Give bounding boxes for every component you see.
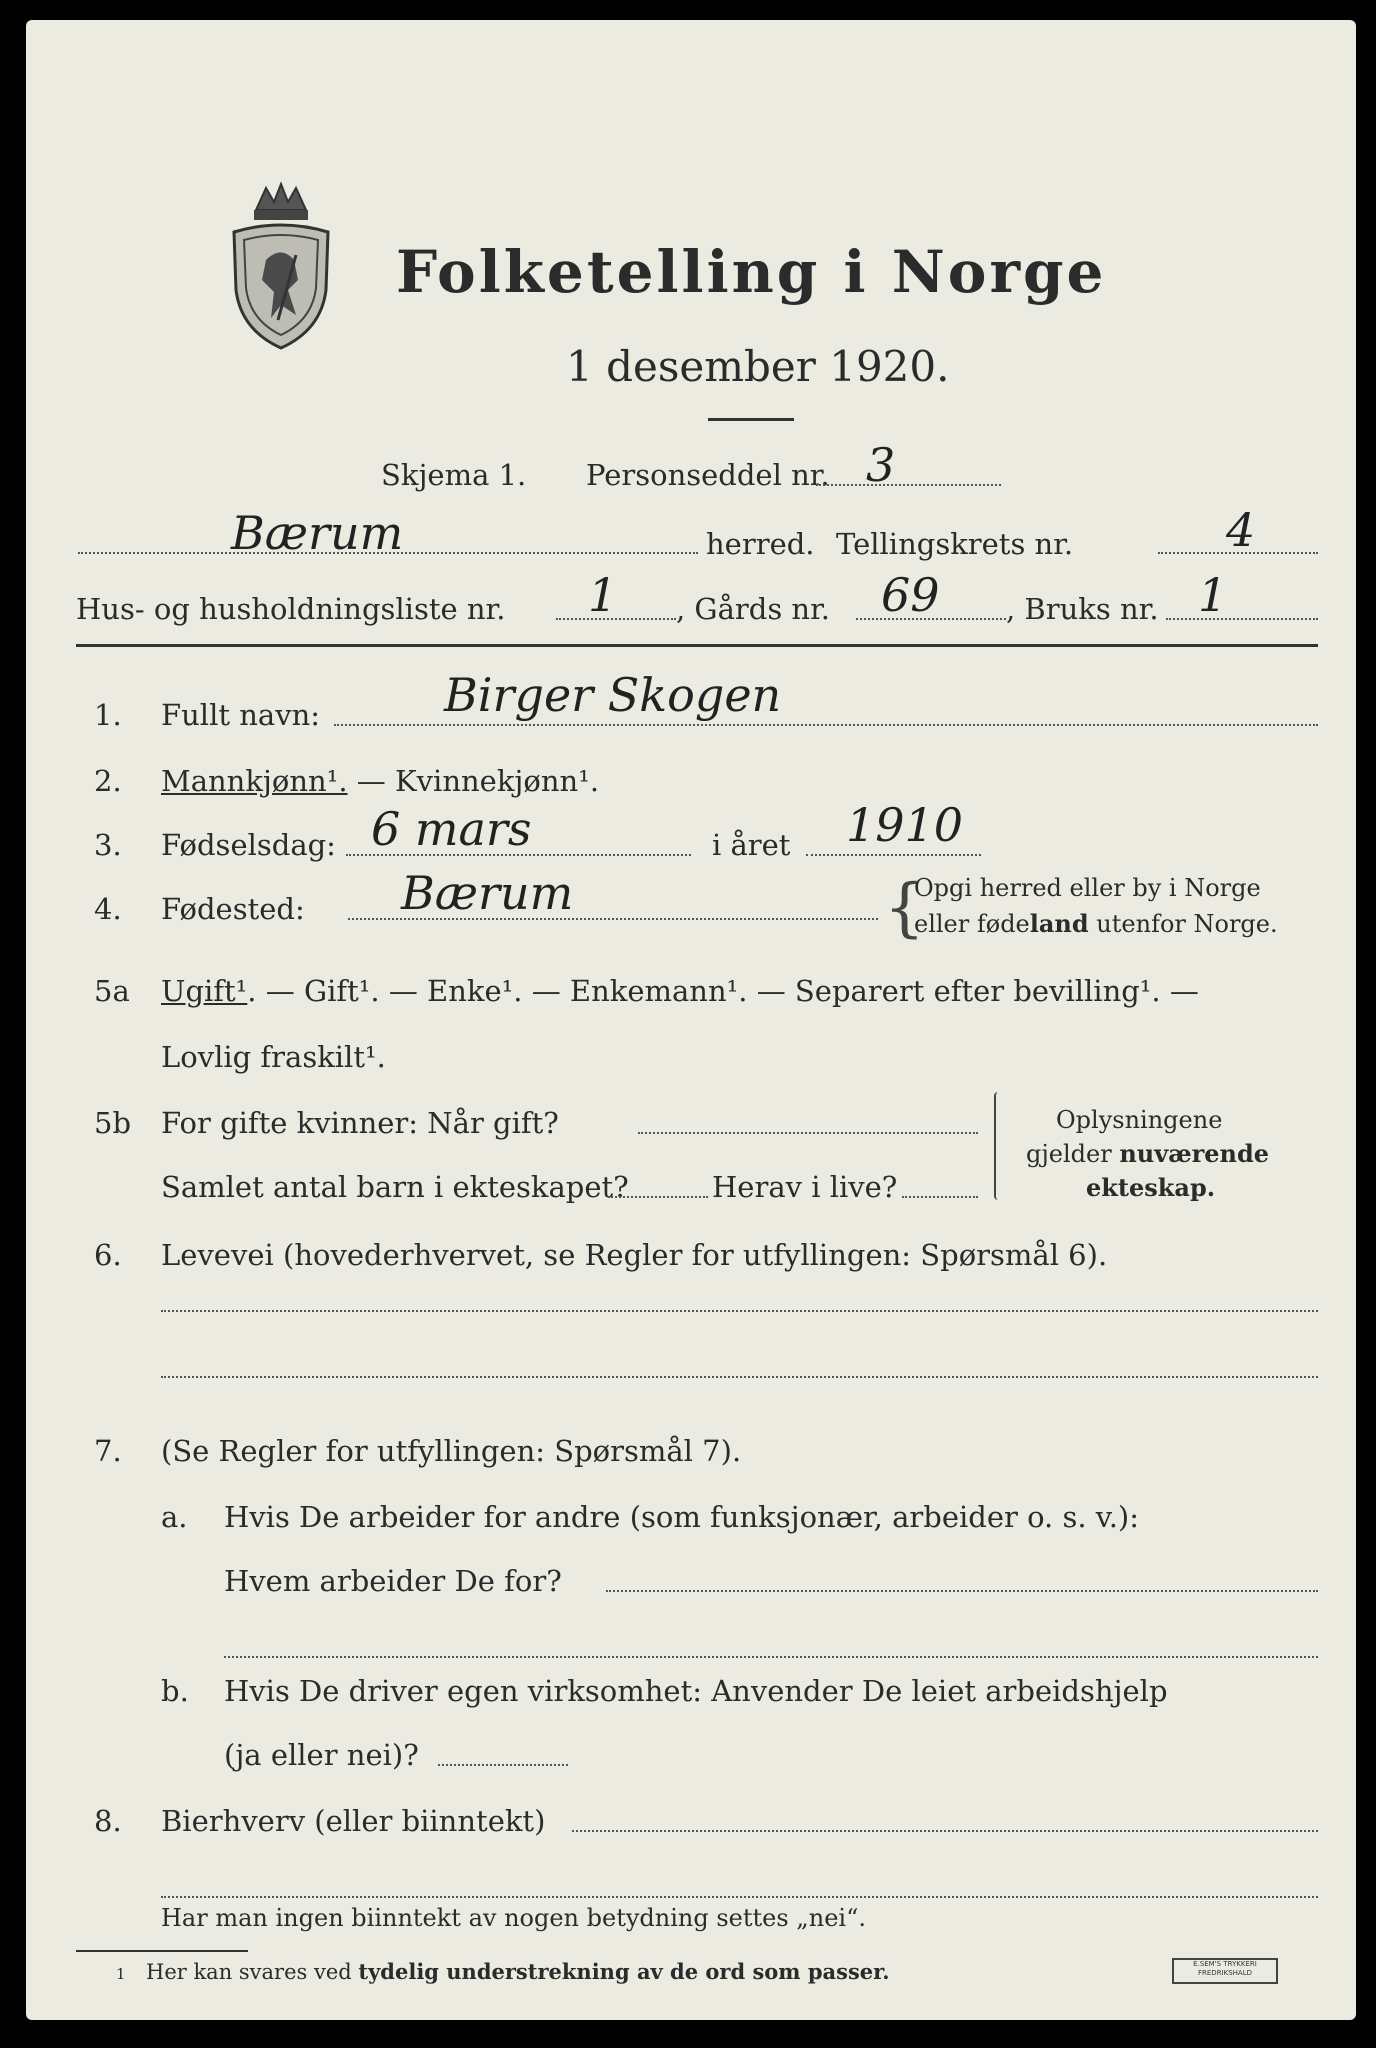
title-divider <box>708 418 794 421</box>
gards-value: 69 <box>881 568 940 622</box>
husliste-label: Hus- og husholdningsliste nr. <box>76 592 506 626</box>
q5b-line2a: Samlet antal barn i ekteskapet? <box>161 1170 629 1204</box>
q1-line <box>334 724 1318 726</box>
q1-number: 1. <box>94 698 122 732</box>
q7b-line <box>438 1764 568 1766</box>
q3-number: 3. <box>94 828 122 862</box>
q2-separator: — <box>347 764 395 798</box>
gards-label: , Gårds nr. <box>676 592 830 626</box>
footnote-number: 1 <box>116 1965 126 1983</box>
q5b-label: For gifte kvinner: Når gift? <box>161 1106 559 1140</box>
herred-label: herred. <box>706 527 815 561</box>
printer-line-2: FREDRIKSHALD <box>1197 1969 1252 1977</box>
q8-number: 8. <box>94 1804 122 1838</box>
q3-year-label: i året <box>712 828 791 862</box>
personseddel-line <box>816 484 1001 486</box>
q7b-number: b. <box>161 1674 189 1708</box>
q5b-line2b: Herav i live? <box>712 1170 898 1204</box>
q7-number: 7. <box>94 1434 122 1468</box>
tellingskrets-label: Tellingskrets nr. <box>836 527 1074 561</box>
q5b-number: 5b <box>94 1106 132 1140</box>
q6-label: Levevei (hovederhvervet, se Regler for utfyllingen: Spørsmål 6). <box>161 1238 1108 1272</box>
q8-line <box>572 1830 1318 1832</box>
q5a-number: 5a <box>94 974 130 1008</box>
q7a-line2: Hvem arbeider De for? <box>224 1564 562 1598</box>
q5b-alive-line <box>902 1196 978 1198</box>
tellingskrets-value: 4 <box>1226 503 1256 557</box>
printer-stamp <box>1172 1958 1278 1984</box>
husliste-value: 1 <box>588 568 618 622</box>
q4-brace: { <box>884 871 925 945</box>
q4-label: Fødested: <box>161 892 305 926</box>
q8-note: Har man ingen biinntekt av nogen betydning settes „nei“. <box>161 1904 866 1932</box>
q2-options <box>161 762 599 800</box>
header-rule <box>76 644 1318 647</box>
q6-line-2 <box>161 1376 1318 1378</box>
printer-line-1: E.SEM'S TRYKKERI <box>1193 1960 1257 1968</box>
skjema-label: Skjema 1. <box>381 458 527 492</box>
personseddel-value: 3 <box>866 438 896 492</box>
herred-value: Bærum <box>231 506 404 560</box>
q2-number: 2. <box>94 764 122 798</box>
form-title: Folketelling i Norge <box>396 238 1107 306</box>
footnote-text <box>146 1958 890 1986</box>
q7b-line2: (ja eller nei)? <box>224 1738 419 1772</box>
q7a-extra-line <box>224 1656 1318 1658</box>
q4-note-2c: utenfor Norge. <box>1088 910 1278 938</box>
q5a-ugift: Ugift¹ <box>161 974 248 1008</box>
footnote-text-a: Her kan svares ved <box>146 1960 359 1984</box>
census-form <box>26 20 1356 2020</box>
footnote-text-b: tydelig understrekning av de ord som passer. <box>358 1959 890 1984</box>
bruks-value: 1 <box>1198 568 1228 622</box>
q6-line-1 <box>161 1310 1318 1312</box>
q1-label: Fullt navn: <box>161 698 321 732</box>
q6-number: 6. <box>94 1238 122 1272</box>
q4-note-2a: eller føde <box>914 910 1030 938</box>
q5b-note-2a: gjelder <box>1026 1140 1120 1168</box>
q3-label: Fødselsdag: <box>161 828 336 862</box>
q7b-label: Hvis De driver egen virksomhet: Anvender De leiet arbeidshjelp <box>224 1674 1168 1708</box>
q5b-children-line <box>608 1196 708 1198</box>
q4-note-1: Opgi herred eller by i Norge <box>914 874 1261 902</box>
q5a-rest: . — Gift¹. — Enke¹. — Enkemann¹. — Separert efter bevilling¹. — <box>247 974 1199 1008</box>
q4-note-2 <box>914 908 1278 940</box>
q5b-note-2 <box>1026 1138 1269 1170</box>
q5a-line2: Lovlig fraskilt¹. <box>161 1040 386 1074</box>
q4-note-2b: land <box>1029 909 1089 938</box>
q7a-line <box>606 1590 1318 1592</box>
q3-year-line <box>806 854 981 856</box>
personseddel-label: Personseddel nr. <box>586 458 830 492</box>
census-date: 1 desember 1920. <box>566 342 950 391</box>
footnote-rule <box>76 1950 248 1952</box>
q4-number: 4. <box>94 892 122 926</box>
q5a-options <box>161 972 1199 1010</box>
q2-male: Mannkjønn¹. <box>161 764 348 798</box>
q5b-bracket <box>994 1092 1002 1200</box>
q1-value: Birger Skogen <box>444 668 782 722</box>
q3-year-value: 1910 <box>846 798 964 852</box>
q8-label: Bierhverv (eller biinntekt) <box>161 1804 546 1838</box>
q8-extra-line <box>161 1896 1318 1898</box>
coat-of-arms-icon <box>226 180 336 350</box>
q5b-note-2b: nuværende <box>1119 1139 1270 1168</box>
q7-label: (Se Regler for utfyllingen: Spørsmål 7). <box>161 1434 742 1468</box>
bruks-line <box>1166 618 1318 620</box>
q5b-married-line <box>638 1132 978 1134</box>
q5b-note-1: Oplysningene <box>1056 1106 1223 1134</box>
q2-female: Kvinnekjønn¹. <box>395 764 600 798</box>
q7a-number: a. <box>161 1500 188 1534</box>
bruks-label: , Bruks nr. <box>1006 592 1159 626</box>
q5b-note-3: ekteskap. <box>1086 1173 1216 1202</box>
q3-value: 6 mars <box>371 802 532 856</box>
q4-value: Bærum <box>401 866 574 920</box>
q7a-label: Hvis De arbeider for andre (som funksjonær, arbeider o. s. v.): <box>224 1500 1140 1534</box>
